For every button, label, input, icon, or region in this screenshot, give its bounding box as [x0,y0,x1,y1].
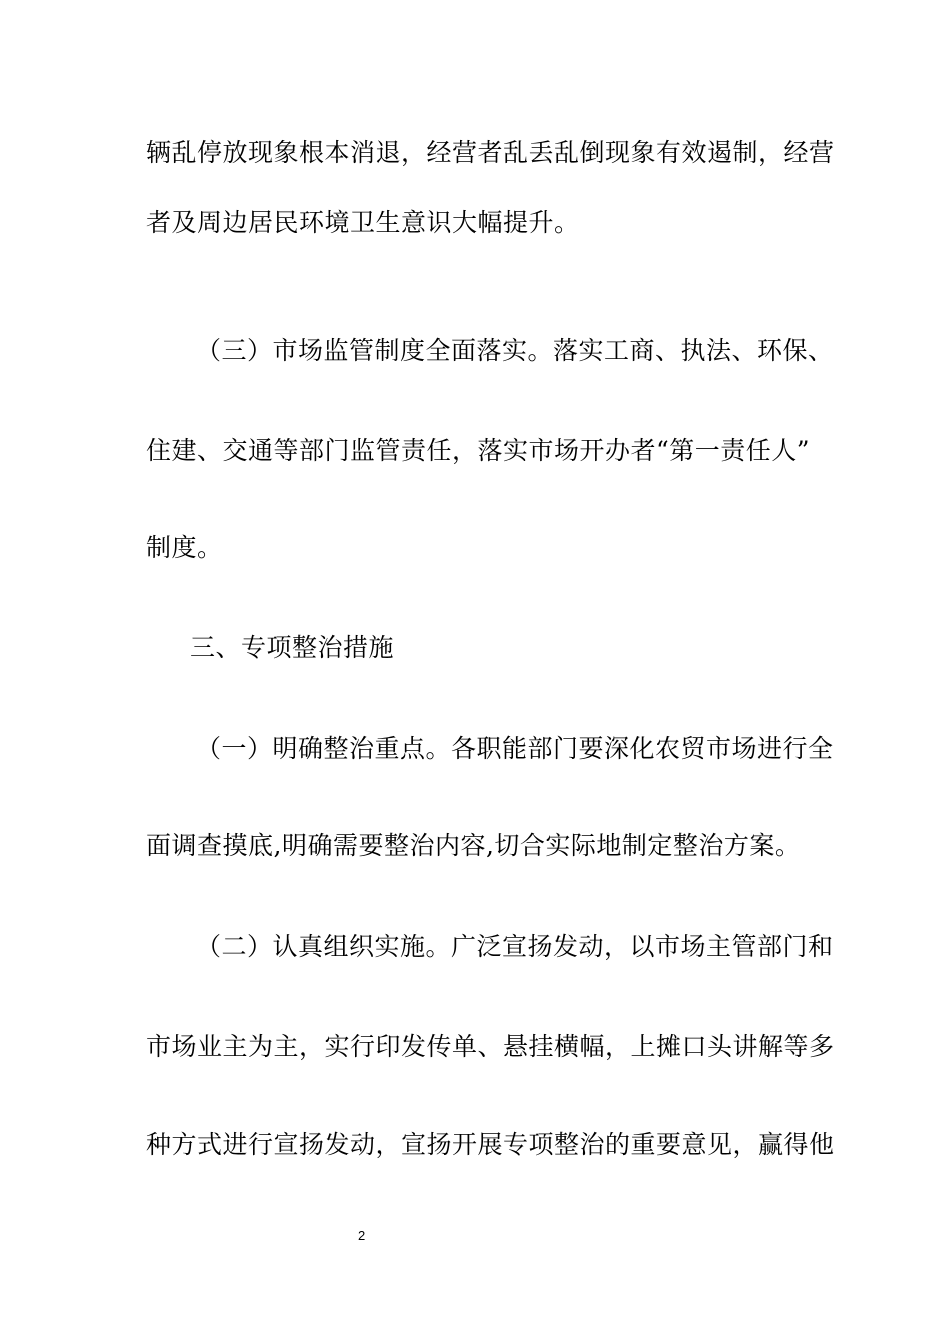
body-text-line: 者及周边居民环境卫生意识大幅提升。 [146,208,580,237]
body-text-line: 制度。 [146,533,223,562]
subsection-heading-3: （三）市场监管制度全面落实。落实工商、执法、环保、 [196,336,834,365]
subsection-heading-2: （二）认真组织实施。广泛宣扬发动，以市场主管部门和 [196,932,834,961]
body-text-line: 面调查摸底,明确需要整治内容,切合实际地制定整治方案。 [146,831,801,860]
section-heading: 三、专项整治措施 [190,633,395,662]
subsection-heading-1: （一）明确整治重点。各职能部门要深化农贸市场进行全 [196,734,834,763]
body-text-line: 市场业主为主，实行印发传单、悬挂横幅，上摊口头讲解等多 [146,1032,835,1061]
body-text-line: 种方式进行宣扬发动，宣扬开展专项整治的重要意见，赢得他 [146,1130,835,1159]
page-number: 2 [358,1228,366,1243]
body-text-line: 住建、交通等部门监管责任，落实市场开办者“第一责任人” [146,436,811,465]
body-text-line: 辆乱停放现象根本消退，经营者乱丢乱倒现象有效遏制，经营 [146,138,835,167]
